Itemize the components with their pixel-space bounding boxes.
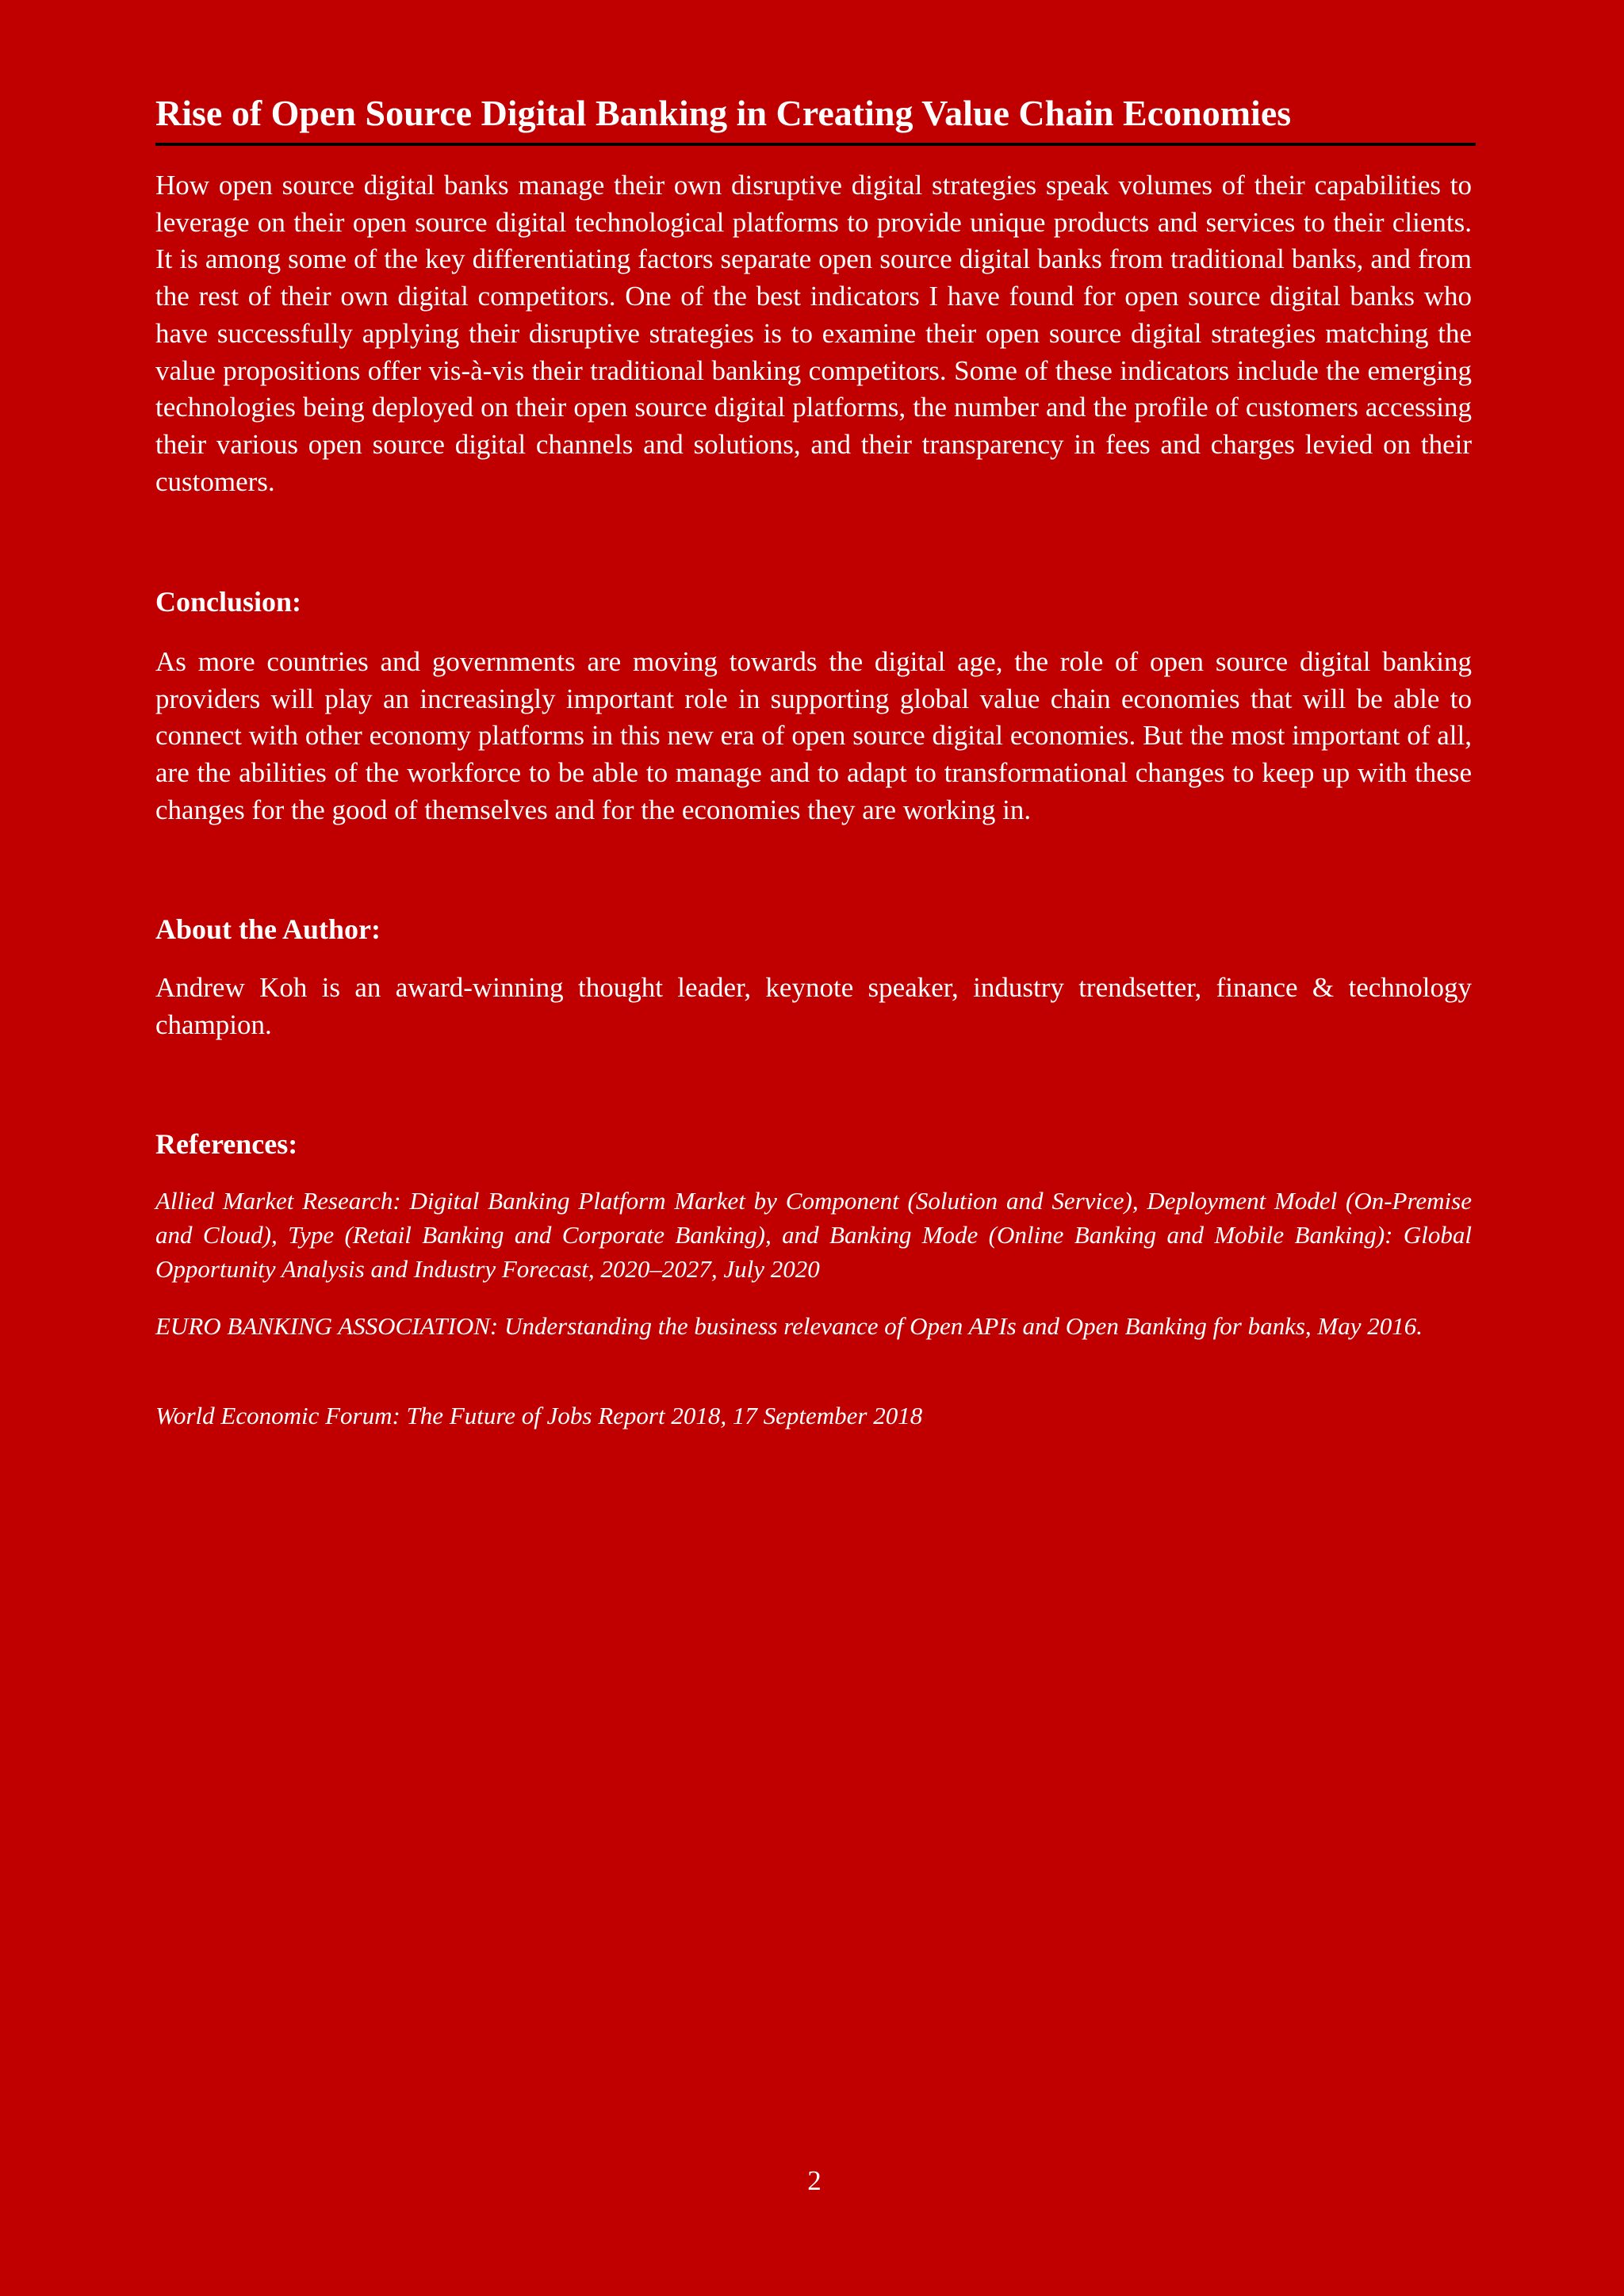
about-author-paragraph: Andrew Koh is an award-winning thought leader, keynote speaker, industry trendsetter, finance & technology champion. (155, 972, 1472, 1040)
about-author-heading: About the Author: (155, 913, 381, 945)
references-heading: References: (155, 1128, 298, 1160)
reference-item: Allied Market Research: Digital Banking Platform Market by Component (Solution and Service), Deployment Model (On-Premise and Cloud), Type (Retail Banking and Corporate Banking), and Banking Mode (Online Banking and Mobile Banking): Global Opportunity Analysis and Industry Forecast, 2020–2027, July 2020 (155, 1187, 1472, 1283)
conclusion-paragraph: As more countries and governments are moving towards the digital age, the role of open source digital banking providers will play an increasingly important role in supporting global value chain economies that will be able to connect with other economy platforms in this new era of open source digital economies. But the most important of all, are the abilities of the workforce to be able to manage and to adapt to transformational changes to keep up with these changes for the good of themselves and for the economies they are working in. (155, 646, 1472, 825)
title-underline-divider (155, 143, 1476, 146)
document-page (155, 0, 1473, 2296)
page-number: 2 (807, 2165, 822, 2196)
conclusion-heading: Conclusion: (155, 586, 302, 618)
intro-paragraph: How open source digital banks manage their own disruptive digital strategies speak volumes of their capabilities to leverage on their open source digital technological platforms to provide unique products and services to their clients. It is among some of the key differentiating factors separate open source digital banks from traditional banks, and from the rest of their own digital competitors. One of the best indicators I have found for open source digital banks who have successfully applying their disruptive strategies is to examine their open source digital strategies matching the value propositions offer vis-à-vis their traditional banking competitors. Some of these indicators include the emerging technologies being deployed on their open source digital platforms, the number and the profile of customers accessing their various open source digital channels and solutions, and their transparency in fees and charges levied on their customers. (155, 170, 1472, 497)
page-title: Rise of Open Source Digital Banking in Creating Value Chain Economies (155, 93, 1292, 133)
reference-item: EURO BANKING ASSOCIATION: Understanding the business relevance of Open APIs and Open Banking for banks, May 2016. (155, 1312, 1423, 1340)
reference-item: World Economic Forum: The Future of Jobs Report 2018, 17 September 2018 (155, 1402, 923, 1429)
